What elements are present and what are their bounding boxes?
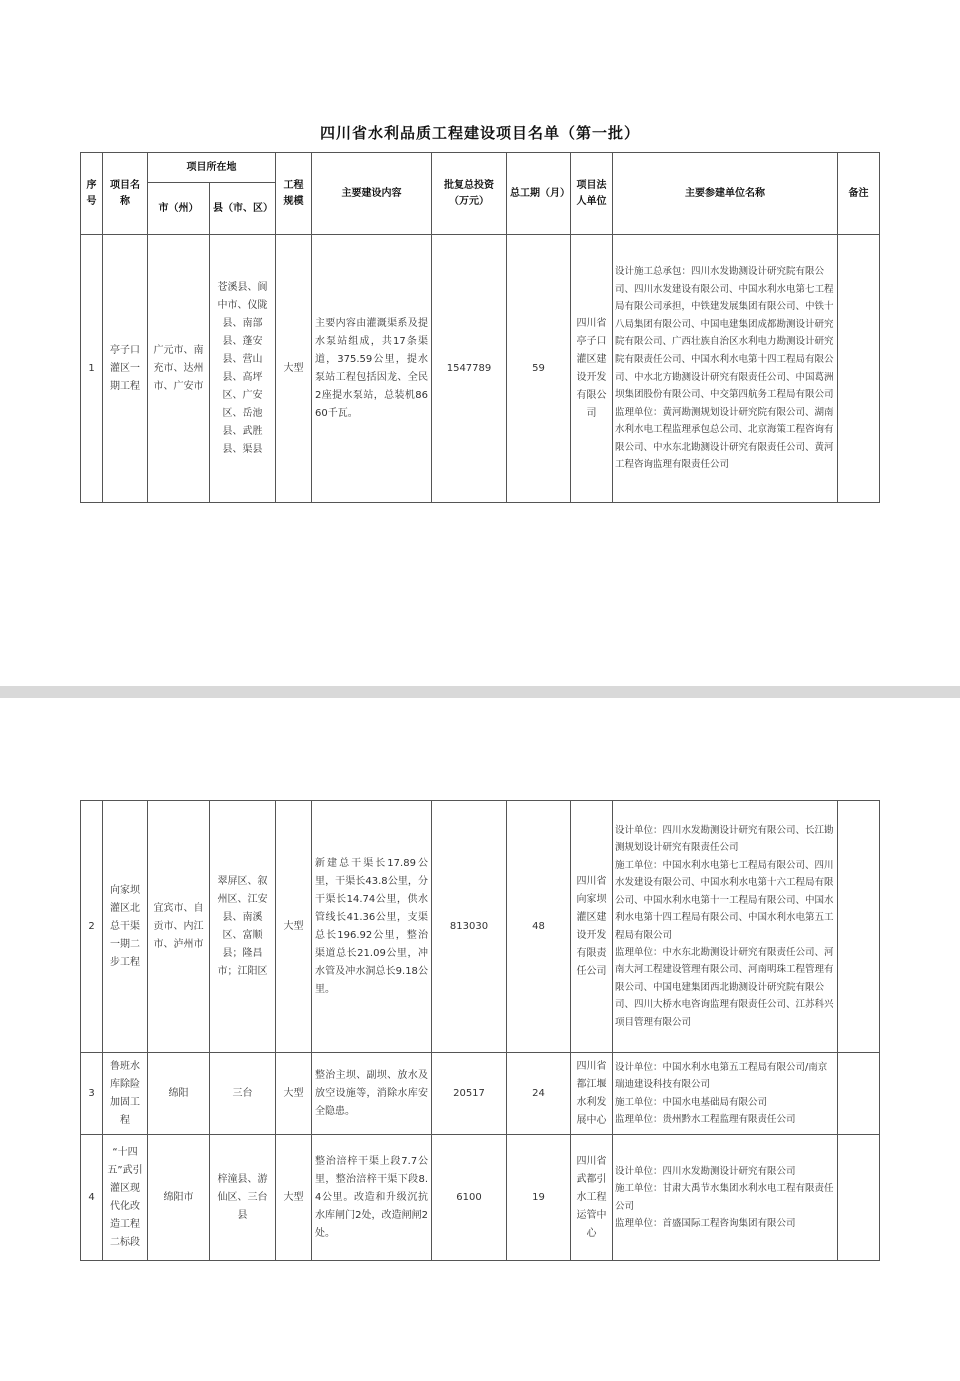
row-county: 苍溪县、阆中市、仪陇县、南部县、蓬安县、营山县、高坪区、广安区、岳池县、武胜县、渠县 bbox=[210, 235, 276, 503]
row-legal: 四川省亭子口灌区建设开发有限公司 bbox=[571, 235, 613, 503]
header-investment: 批复总投资（万元） bbox=[432, 153, 507, 235]
header-legal: 项目法人单位 bbox=[571, 153, 613, 235]
row-units: 设计单位：中国水利水电第五工程局有限公司/南京瑞迪建设科技有限公司 施工单位：中国水电基础局有限公司 监理单位：贵州黔水工程监理有限责任公司 bbox=[613, 1053, 838, 1135]
document-page-1 bbox=[0, 0, 960, 686]
row-city: 广元市、南充市、达州市、广安市 bbox=[148, 235, 210, 503]
row-remark bbox=[838, 1053, 880, 1135]
table-row bbox=[81, 235, 880, 503]
row-duration: 19 bbox=[507, 1135, 571, 1261]
project-table-part-1 bbox=[80, 152, 880, 503]
row-name: 鲁班水库除险加固工程 bbox=[103, 1053, 148, 1135]
header-duration: 总工期（月） bbox=[507, 153, 571, 235]
row-duration: 59 bbox=[507, 235, 571, 503]
row-investment: 1547789 bbox=[432, 235, 507, 503]
row-city: 绵阳 bbox=[148, 1053, 210, 1135]
header-city: 市（州） bbox=[148, 183, 210, 235]
header-remark: 备注 bbox=[838, 153, 880, 235]
row-seq: 4 bbox=[81, 1135, 103, 1261]
table-row bbox=[81, 1135, 880, 1261]
row-content: 新建总干渠长17.89公里，干渠长43.8公里，分干渠长14.74公里，供水管线长41.36公里，支渠总长196.92公里，整治渠道总长21.09公里，冲水管及冲水洞总长9.18公里。 bbox=[312, 801, 432, 1053]
row-remark bbox=[838, 801, 880, 1053]
row-units: 设计施工总承包：四川水发勘测设计研究院有限公司、四川水发建设有限公司、中国水利水电第七工程局有限公司承担，中铁建发展集团有限公司、中铁十八局集团有限公司、中国电建集团成都勘测设计研究院有限公司、广西壮族自治区水利电力勘测设计研究院有限责任公司、中国水利水电第十四工程局有限公司、中水北方勘测设计研究有限责任公司、中国葛洲坝集团股份有限公司、中交第四航务工程局有限公司 监理单位：黄河勘测规划设计研究院有限公司、湖南水利水电工程监理承包总公司、北京海策工程咨询有限公司、中水东北勘测设计研究有限责任公司、黄河工程咨询监理有限责任公司 bbox=[613, 235, 838, 503]
row-county: 三台 bbox=[210, 1053, 276, 1135]
row-name: 亭子口灌区一期工程 bbox=[103, 235, 148, 503]
row-duration: 48 bbox=[507, 801, 571, 1053]
row-scale: 大型 bbox=[276, 1053, 312, 1135]
table-row bbox=[81, 1053, 880, 1135]
row-seq: 3 bbox=[81, 1053, 103, 1135]
row-city: 绵阳市 bbox=[148, 1135, 210, 1261]
header-units: 主要参建单位名称 bbox=[613, 153, 838, 235]
row-content: 整治主坝、副坝、放水及放空设施等，消除水库安全隐患。 bbox=[312, 1053, 432, 1135]
row-remark bbox=[838, 1135, 880, 1261]
row-investment: 6100 bbox=[432, 1135, 507, 1261]
row-duration: 24 bbox=[507, 1053, 571, 1135]
header-county: 县（市、区） bbox=[210, 183, 276, 235]
table-row bbox=[81, 801, 880, 1053]
row-legal: 四川省都江堰水利发展中心 bbox=[571, 1053, 613, 1135]
row-name: “十四五”武引灌区现代化改造工程二标段 bbox=[103, 1135, 148, 1261]
row-investment: 20517 bbox=[432, 1053, 507, 1135]
row-units: 设计单位：四川水发勘测设计研究有限公司 施工单位：甘肃大禹节水集团水利水电工程有限责任公司 监理单位：首盛国际工程咨询集团有限公司 bbox=[613, 1135, 838, 1261]
row-content: 主要内容由灌溉渠系及提水泵站组成，共17条渠道，375.59公里，提水泵站工程包括因龙、全民2座提水泵站，总装机8660千瓦。 bbox=[312, 235, 432, 503]
row-investment: 813030 bbox=[432, 801, 507, 1053]
row-name: 向家坝灌区北总干渠一期二步工程 bbox=[103, 801, 148, 1053]
row-units: 设计单位：四川水发勘测设计研究有限公司、长江勘测规划设计研究有限责任公司 施工单位：中国水利水电第七工程局有限公司、四川水发建设有限公司、中国水利水电第十六工程局有限公司、中国水利水电第十一工程局有限公司、中国水利水电第十四工程局有限公司、中国水利水电第五工程局有限公司 监理单位：中水东北勘测设计研究有限责任公司、河南大河工程建设管理有限公司、河南明珠工程管理有限公司、中国电建集团西北勘测设计研究院有限公司、四川大桥水电咨询监理有限责任公司、江苏科兴项目管理有限公司 bbox=[613, 801, 838, 1053]
project-table-part-2 bbox=[80, 800, 880, 1261]
row-scale: 大型 bbox=[276, 235, 312, 503]
row-seq: 1 bbox=[81, 235, 103, 503]
header-location: 项目所在地 bbox=[148, 153, 276, 183]
header-content: 主要建设内容 bbox=[312, 153, 432, 235]
row-county: 翠屏区、叙州区、江安县、南溪区、富顺县；隆昌市；江阳区 bbox=[210, 801, 276, 1053]
header-scale: 工程规模 bbox=[276, 153, 312, 235]
row-scale: 大型 bbox=[276, 1135, 312, 1261]
row-city: 宜宾市、自贡市、内江市、泸州市 bbox=[148, 801, 210, 1053]
row-legal: 四川省向家坝灌区建设开发有限责任公司 bbox=[571, 801, 613, 1053]
row-remark bbox=[838, 235, 880, 503]
document-page-2 bbox=[0, 698, 960, 1381]
row-seq: 2 bbox=[81, 801, 103, 1053]
row-content: 整治涪梓干渠上段7.7公里，整治涪梓干渠下段8.4公里。改造和升级沉抗水库闸门2处，改造闸闸2处。 bbox=[312, 1135, 432, 1261]
header-seq: 序号 bbox=[81, 153, 103, 235]
row-legal: 四川省武都引水工程运管中心 bbox=[571, 1135, 613, 1261]
row-scale: 大型 bbox=[276, 801, 312, 1053]
document-title: 四川省水利品质工程建设项目名单（第一批） bbox=[319, 124, 640, 142]
header-name: 项目名称 bbox=[103, 153, 148, 235]
row-county: 梓潼县、游仙区、三台县 bbox=[210, 1135, 276, 1261]
